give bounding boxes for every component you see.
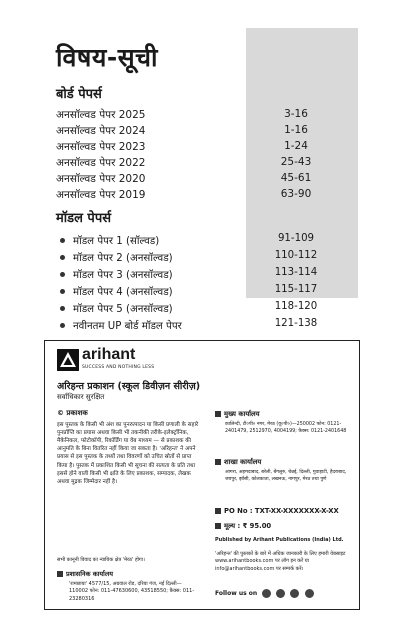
- toc-row-pages: 45-61: [280, 172, 312, 184]
- contents-title: विषय-सूची: [56, 43, 158, 72]
- toc-row-label: अनसॉल्वड पेपर 2019: [56, 189, 146, 201]
- model-row-label: मॉडल पेपर 3 (अनसॉल्वड): [73, 270, 173, 281]
- published-by: Published by Arihant Publications (India) Ltd.: [215, 537, 344, 543]
- toc-row[interactable]: [56, 188, 346, 204]
- toc-row-label: अनसॉल्वड पेपर 2024: [56, 125, 146, 137]
- office-icon: [215, 411, 221, 417]
- registered-office-heading: प्रशासनिक कार्यालय: [57, 569, 113, 578]
- branches-heading: शाखा कार्यालय: [215, 457, 261, 466]
- follow-label: Follow us on: [215, 590, 258, 597]
- registered-office-address: 'रामछाया' 4577/15, अग्रवाल रोड, दरिया गंज, नई दिल्ली— 110002 फोन: 011-47630600, 43518550; फ़ैक्स: 011-23280316: [69, 581, 195, 602]
- facebook-icon[interactable]: [262, 589, 271, 598]
- model-row-pages: 110-112: [274, 250, 318, 261]
- toc-row[interactable]: [56, 172, 346, 188]
- instagram-icon[interactable]: [305, 589, 314, 598]
- office-icon: [215, 523, 221, 529]
- imprint-right-column: [215, 341, 359, 607]
- head-office-address: कालिन्दी, टी०पी० नगर, मेरठ (यू०पी०)—250002 फोन: 0121-2401479, 2512970, 4004199; फ़ैक्स: 0121-2401648: [225, 422, 347, 435]
- model-row-label: मॉडल पेपर 4 (अनसॉल्वड): [73, 287, 173, 298]
- model-row-label: मॉडल पेपर 1 (सॉल्वड): [73, 236, 160, 247]
- info-text: 'अरिहन्त' की पुस्तकों के बारे में अधिक जानकारी के लिए हमारी वेबसाइट www.arihantbooks.com पर लॉग इन करें या info@arihantbooks.com पर सम्पर्क करें।: [215, 551, 346, 572]
- bullet-icon: [60, 306, 65, 311]
- model-row-pages: 121-138: [274, 318, 318, 329]
- rights-notice: सर्वाधिकार सुरक्षित: [57, 393, 105, 401]
- bullet-icon: [60, 238, 65, 243]
- model-row-pages: 113-114: [274, 267, 318, 278]
- price: मूल्य : ₹ 95.00: [215, 521, 271, 530]
- bullet-icon: [60, 289, 65, 294]
- toc-row-pages: 63-90: [280, 188, 312, 200]
- bullet-icon: [60, 255, 65, 260]
- model-row[interactable]: [56, 233, 356, 249]
- bullet-icon: [60, 272, 65, 277]
- twitter-icon[interactable]: [276, 589, 285, 598]
- branches-list: आगरा, अहमदाबाद, बरेली, बेंगलुरु, चेन्नई, दिल्ली, गुवाहाटी, हैदराबाद, जयपुर, झाँसी, कोलकाता, लखनऊ, नागपुर, मेरठ तथा पुणे: [225, 470, 347, 483]
- arihant-logo-icon: [57, 349, 79, 371]
- model-row[interactable]: [56, 318, 356, 334]
- dispute-note: सभी कानूनी विवाद का न्यायिक क्षेत्र 'मेरठ' होगा।: [57, 557, 145, 563]
- toc-row-pages: 25-43: [280, 156, 312, 168]
- toc-row-pages: 3-16: [284, 108, 308, 120]
- board-papers-heading: बोर्ड पेपर्स: [56, 87, 102, 102]
- office-icon: [215, 459, 221, 465]
- toc-row[interactable]: [56, 108, 346, 124]
- office-icon: [57, 571, 63, 577]
- youtube-icon[interactable]: [290, 589, 299, 598]
- follow-us: [215, 589, 314, 598]
- copyright-heading: © प्रकाशक: [57, 409, 88, 417]
- logo-text: arihant: [82, 346, 136, 363]
- model-row[interactable]: [56, 284, 356, 300]
- po-number: PO No : TXT-XX-XXXXXXX-X-XX: [215, 507, 339, 515]
- head-office-heading: मुख्य कार्यालय: [215, 409, 260, 418]
- model-row[interactable]: [56, 267, 356, 283]
- toc-row[interactable]: [56, 156, 346, 172]
- imprint-box: [44, 340, 360, 610]
- arihant-logo: [57, 346, 177, 377]
- toc-row-label: अनसॉल्वड पेपर 2025: [56, 109, 146, 121]
- model-row-pages: 115-117: [274, 284, 318, 295]
- toc-row-label: अनसॉल्वड पेपर 2020: [56, 173, 146, 185]
- model-papers-heading: मॉडल पेपर्स: [56, 211, 111, 226]
- toc-row-label: अनसॉल्वड पेपर 2022: [56, 157, 146, 169]
- toc-row-label: अनसॉल्वड पेपर 2023: [56, 141, 146, 153]
- toc-row[interactable]: [56, 124, 346, 140]
- model-row-label: नवीनतम UP बोर्ड मॉडल पेपर: [73, 321, 182, 332]
- copyright-text: इस पुस्तक के किसी भी अंश का पुनरुत्पादन या किसी प्रणाली के सहारे पुनर्प्राप्ति का प्रयास अथवा किसी भी तकनीकी तरीके-इलेक्ट्रॉनिक, मैकेनिकल, फोटोकॉपी, रिकॉर्डिंग या वेब माध्यम — से प्रकाशक की आनुमति के बिना वितरित नहीं किया जा सकता है। 'अरिहन्त' ने अपने प्रयास से इस पुस्तक के तथ्यों तथा विवरणों को उचित स्रोतों से प्राप्त किया है। पुस्तक में प्रकाशित किसी भी सूचना की सत्यता के प्रति तथा इससे होने वाली किसी भी क्षति के लिए प्रकाशक, सम्पादक, लेखक अथवा मुद्रक जिम्मेदार नहीं है।: [57, 422, 199, 485]
- logo-tagline: SUCCESS AND NOTHING LESS: [82, 365, 155, 370]
- model-row[interactable]: [56, 250, 356, 266]
- model-row-label: मॉडल पेपर 2 (अनसॉल्वड): [73, 253, 173, 264]
- model-row[interactable]: [56, 301, 356, 317]
- model-row-pages: 118-120: [274, 301, 318, 312]
- model-row-label: मॉडल पेपर 5 (अनसॉल्वड): [73, 304, 173, 315]
- toc-row-pages: 1-16: [284, 124, 308, 136]
- model-row-pages: 91-109: [277, 233, 315, 244]
- toc-row-pages: 1-24: [284, 140, 308, 152]
- toc-row[interactable]: [56, 140, 346, 156]
- bullet-icon: [60, 323, 65, 328]
- publisher-name: अरिहन्त प्रकाशन (स्कूल डिवीज़न सीरीज़): [57, 381, 201, 392]
- office-icon: [215, 508, 221, 514]
